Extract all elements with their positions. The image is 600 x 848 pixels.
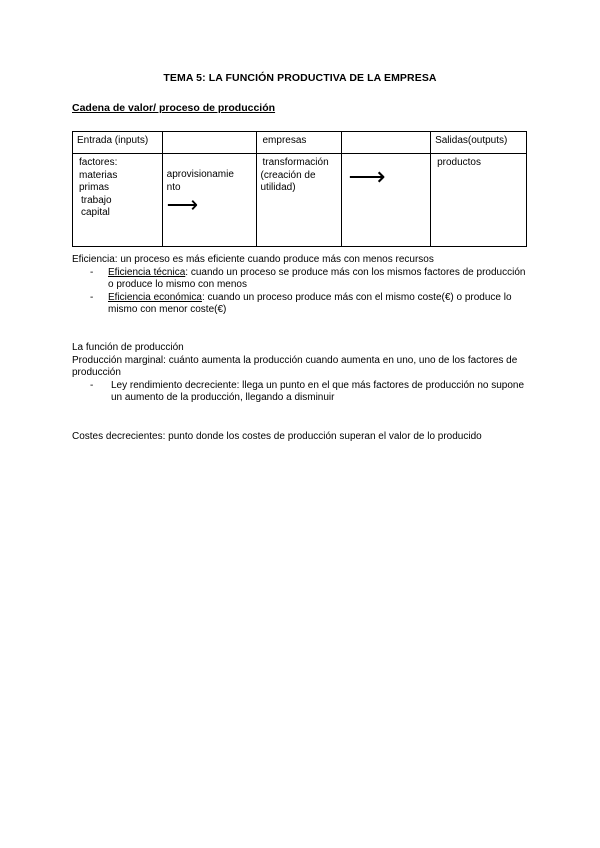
input-primas: primas xyxy=(79,182,110,193)
produccion-marginal: Producción marginal: cuánto aumenta la producción cuando aumenta en uno, uno de los factores de producción xyxy=(72,354,518,378)
inputs-cell xyxy=(73,154,163,247)
eficiencia-tecnica-label: Eficiencia técnica xyxy=(108,266,186,278)
aprovisionamiento-line-2: nto xyxy=(166,181,181,193)
aprovisionamiento-line-1: aprovisionamie xyxy=(166,169,234,180)
input-materias: materias xyxy=(79,169,118,181)
input-trabajo: trabajo xyxy=(81,194,112,206)
transformacion-line-1: transformación xyxy=(262,157,329,168)
transformacion-cell xyxy=(256,154,342,247)
arrow-right-icon: ⟶ xyxy=(166,192,199,217)
value-chain-table xyxy=(72,131,527,247)
costes-decrecientes: Costes decrecientes: punto donde los costes de producción superan el valor de lo producido xyxy=(72,431,482,442)
section-subtitle: Cadena de valor/ proceso de producción xyxy=(72,102,276,114)
list-item xyxy=(72,380,532,405)
header-cell-inputs: Entrada (inputs) xyxy=(73,132,163,154)
list-item xyxy=(72,292,532,317)
transformacion-line-2: (creación de xyxy=(260,169,316,181)
funcion-section xyxy=(72,342,532,405)
bullet-dash: - xyxy=(90,379,94,391)
eficiencia-section xyxy=(72,254,532,317)
bullet-dash: - xyxy=(90,291,94,303)
table-header-row xyxy=(73,132,527,154)
header-cell-empty-2 xyxy=(342,132,431,154)
arrow-right-icon: ⟶ xyxy=(348,161,386,191)
page-title: TEMA 5: LA FUNCIÓN PRODUCTIVA DE LA EMPRESA xyxy=(163,72,437,84)
funcion-heading: La función de producción xyxy=(72,342,184,353)
header-cell-empty-1 xyxy=(162,132,256,154)
eficiencia-intro: Eficiencia: un proceso es más eficiente cuando produce más con menos recursos xyxy=(72,254,434,265)
bullet-dash: - xyxy=(90,266,94,278)
eficiencia-economica-label: Eficiencia económica xyxy=(108,291,202,303)
eficiencia-economica-text: : cuando un proceso produce más con el mismo coste(€) o produce lo mismo con menor coste(€) xyxy=(108,291,512,315)
header-cell-empresas: empresas xyxy=(256,132,342,154)
ley-rendimiento: Ley rendimiento decreciente: llega un punto en el que más factores de producción no supone un aumento de la producción, llegando a disminuir xyxy=(111,379,525,403)
aprovisionamiento-cell xyxy=(162,154,256,247)
arrow-cell xyxy=(342,154,431,247)
table-body-row xyxy=(73,154,527,247)
list-item xyxy=(72,267,532,292)
header-cell-outputs: Salidas(outputs) xyxy=(431,132,527,154)
transformacion-line-3: utilidad) xyxy=(260,182,296,193)
input-factores: factores: xyxy=(79,157,118,168)
outputs-cell: productos xyxy=(431,154,527,247)
eficiencia-tecnica-text: : cuando un proceso se produce más con los mismos factores de producción o produce lo mismo con menos xyxy=(108,266,526,290)
input-capital: capital xyxy=(81,207,110,218)
